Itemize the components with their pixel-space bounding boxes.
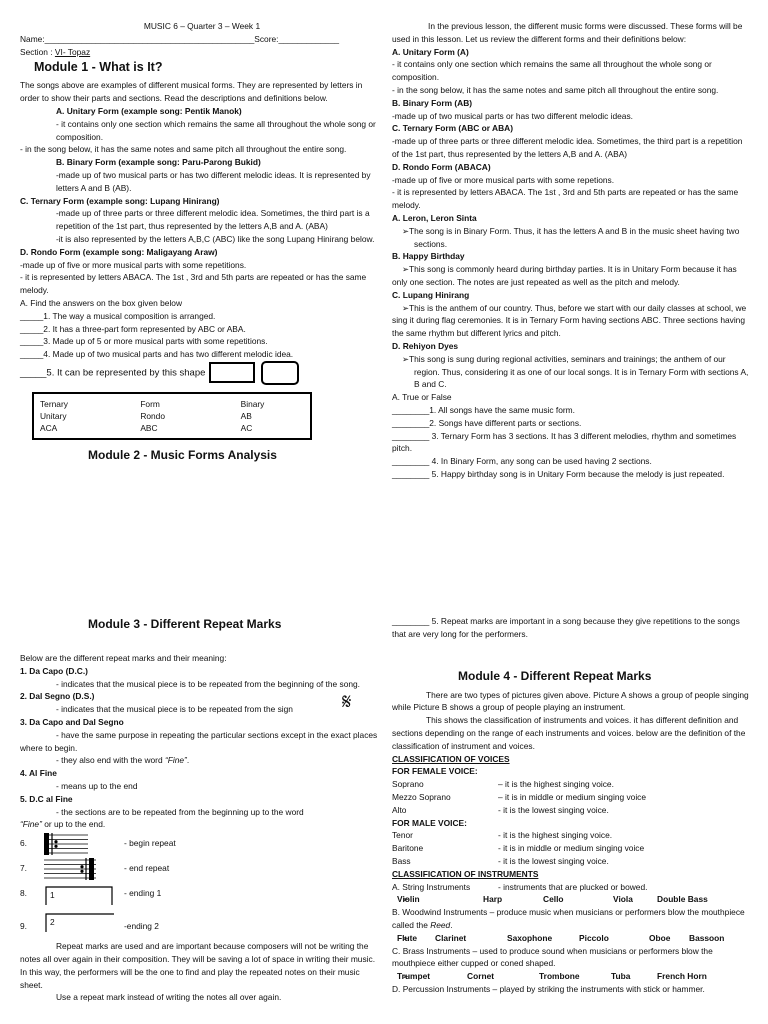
rondo-heading: D. Rondo Form (ABACA) (392, 161, 491, 172)
da-capo-def: - indicates that the musical piece is to be repeated from the beginning of the song. (56, 678, 361, 689)
answer-table (40, 398, 304, 434)
woodwind-list: ➢ Flute Clarinet Saxophone Piccolo Oboe Bassoon (392, 932, 750, 945)
percussion-instruments: D. Percussion Instruments – played by striking the instruments with stick or hammer. (392, 983, 705, 994)
answer-choice: AB (240, 410, 252, 421)
ternary-def-2: -it is also represented by the letters A,B,C (ABC) like the song Lupang Hinirang below. (56, 233, 375, 244)
tf-item-2: ________2. Songs have different parts or sections. (392, 417, 582, 428)
question-1: _____1. The way a musical composition is arranged. (20, 310, 216, 321)
module2-heading: Module 2 - Music Forms Analysis (88, 447, 277, 462)
rondo-def-1: -made up of five or more musical parts with some repetitions. (20, 259, 247, 270)
voice-soprano: Soprano – it is the highest singing voice. (392, 779, 614, 790)
answer-choice: ACA (40, 422, 58, 433)
tf-item-5: ________ 5. Happy birthday song is in Unitary Form because the melody is just repeated. (392, 468, 725, 479)
rondo-def-1: -made up of five or more musical parts with some repetions. (392, 174, 615, 185)
module2-intro: In the previous lesson, the different music forms were discussed. These forms will be used in this lesson. Let us review the different forms and their definitions below: (392, 21, 743, 44)
voice-tenor: Tenor - it is the highest singing voice. (392, 830, 613, 841)
worksheet-title: MUSIC 6 – Quarter 3 – Week 1 (143, 21, 261, 31)
module3-column (20, 615, 384, 1004)
instruments-heading: CLASSIFICATION OF INSTRUMENTS (392, 868, 539, 879)
rounded-rectangle-shape (261, 361, 299, 385)
end-repeat-row: 7. - end repeat (20, 856, 384, 881)
ternary-heading: C. Ternary Form (ABC or ABA) (392, 123, 513, 134)
male-voice-heading: FOR MALE VOICE: (392, 817, 467, 828)
song-rehiyon-heading: D. Rehiyon Dyes (392, 340, 459, 351)
ending-2-label: -ending 2 (124, 920, 159, 931)
answer-choice: Unitary (40, 410, 67, 421)
segno-icon: 𝄋 (342, 690, 352, 716)
binary-heading: B. Binary Form (example song: Paru-Parong Bukid) (56, 157, 261, 168)
dal-segno-def: - indicates that the musical piece is to be repeated from the sign 𝄋 (56, 690, 352, 716)
answer-choice: ABC (140, 422, 158, 433)
answer-choice: AC (240, 422, 253, 433)
female-voice-heading: FOR FEMALE VOICE: (392, 766, 478, 777)
tf-item-4: ________ 4. In Binary Form, any song can be used having 2 sections. (392, 456, 652, 467)
module1-intro: The songs above are examples of different musical forms. They are represented by letters in order to show their parts and sections. Read the descriptions and definitions below. (20, 80, 363, 104)
binary-def: -made up of two musical parts or has two different melodic ideas. (392, 110, 633, 121)
voice-alto: Alto - it is the lowest singing voice. (392, 804, 609, 815)
brass-instruments: C. Brass Instruments – used to produce sound when musicians or performers blow the mouthpiece either cupped or coned shaped. (392, 945, 713, 969)
dc-ds-heading: 3. Da Capo and Dal Segno (20, 716, 124, 727)
dc-ds-def: - have the same purpose in repeating the particular sections except in the exact places where to begin. (20, 729, 378, 753)
brass-list: ➢ Trumpet Cornet Trombone Tuba French Horn (392, 970, 750, 983)
song-leron-heading: A. Leron, Leron Sinta (392, 212, 477, 223)
answer-choice: Ternary (40, 398, 68, 409)
rondo-def-2: - it is represented by letters ABACA. The 1st , 3rd and 5th parts are repeated or has the same melody. (392, 187, 739, 211)
ternary-heading: C. Ternary Form (example song: Lupang Hinirang) (20, 195, 220, 206)
unitary-def-2: - in the song below, it has the same notes and same pitch all throughout the entire song. (20, 144, 347, 155)
song-lupang-text: ➢ This is the anthem of our country. Thus, before we start with our daily classes at school, we sing it during flag ceremonies. It is in Ternary Form having sections ABC. Three sections having the same rhythm but different lyrics and pitch. (392, 302, 750, 340)
module1-heading: Module 1 - What is It? (34, 60, 163, 75)
end-repeat-label: - end repeat (124, 863, 170, 874)
voice-bass: Bass - it is the lowest singing voice. (392, 855, 609, 866)
answer-choice: Binary (240, 398, 265, 409)
answer-box (32, 392, 312, 440)
rondo-def-2: - it is represented by letters ABACA. The 1st , 3rd and 5th parts are repeated or has the same melody. (20, 272, 367, 296)
true-false-heading: A. True or False (392, 392, 452, 403)
string-list: ➢ Violin Harp Cello Viola Double Bass (392, 893, 750, 906)
ternary-def: -made up of three parts or three different melodic idea. Sometimes, the third part is a repetition of the 1st part, thus represented by the letters A,B and A. (ABA) (392, 136, 743, 159)
answer-row (40, 398, 304, 410)
module4-intro-1: There are two types of pictures given above. Picture A shows a group of people singing while Picture B shows a group of people playing an instrument. (392, 689, 749, 713)
voice-mezzo: Mezzo Soprano – it is in middle or medium singing voice (392, 791, 647, 802)
dc-ds-fine: - they also end with the word “Fine”. (56, 755, 190, 766)
activity-instruction: A. Find the answers on the box given below (20, 297, 183, 308)
unitary-def-1: - it contains only one section which remains the same all throughout the whole song or composition. (56, 118, 376, 142)
tf-item-1: ________1. All songs have the same music form. (392, 404, 575, 415)
da-capo-heading: 1. Da Capo (D.C.) (20, 665, 88, 676)
answer-choice: Rondo (140, 410, 165, 421)
section-value: VI- Topaz (54, 46, 91, 57)
question-4: _____4. Made up of two musical parts and has two different melodic idea. (20, 349, 294, 360)
unitary-def-1: - it contains only one section which remains the same all throughout the whole song or composition. (392, 59, 712, 83)
song-lupang-heading: C. Lupang Hinirang (392, 289, 470, 300)
tf-item-3: ________ 3. Ternary Form has 3 sections. It has 3 different melodies, rhythm and sometimes pitch. (392, 430, 737, 454)
module1-column (20, 20, 384, 464)
al-fine-heading: 4. Al Fine (20, 768, 57, 779)
first-ending-icon: 1 (44, 883, 124, 905)
begin-repeat-row: 6. - begin repeat (20, 831, 384, 856)
woodwind-instruments: B. Woodwind Instruments – produce music when musicians or performers blow the mouthpiece called the Reed. (392, 907, 745, 930)
end-repeat-icon (44, 858, 124, 880)
song-birthday-heading: B. Happy Birthday (392, 251, 465, 262)
song-leron-text: ➢ The song is in Binary Form. Thus, it has the letters A and B in the music sheet having two sections. (392, 225, 750, 251)
answer-row (40, 410, 304, 422)
begin-repeat-label: - begin repeat (124, 838, 176, 849)
repeat-marks-closing-2: Use a repeat mark instead of writing the notes all over again. (56, 992, 282, 1003)
voice-baritone: Baritone - it is in middle or medium singing voice (392, 843, 645, 854)
second-ending-icon: 2 (44, 910, 124, 932)
rondo-heading: D. Rondo Form (example song: Maligayang Araw) (20, 246, 218, 257)
unitary-heading: A. Unitary Form (A) (392, 46, 469, 57)
dc-al-fine-def-2: “Fine” or up to the end. (20, 819, 106, 830)
unitary-def-2: - in the song below, it has the same notes and same pitch all throughout the entire song. (392, 84, 719, 95)
unitary-heading: A. Unitary Form (example song: Pentik Manok) (56, 105, 242, 116)
module2-column (392, 20, 750, 481)
question-5: _____5. It can be represented by this shape (20, 361, 384, 385)
string-instruments: A. String Instruments - instruments that are plucked or bowed. (392, 881, 648, 892)
song-rehiyon-text: ➢ This song is sung during regional activities, seminars and trainings; the anthem of our region. Thus, considering it as one of our local songs. It is in Ternary Form with sections A, B and C. (392, 353, 750, 391)
name-score-line: Name:_____________________________________________Score:_____________ (20, 33, 340, 44)
answer-row (40, 422, 304, 434)
ternary-def-1: -made up of three parts or three different melodic idea. Sometimes, the third part is a repetition of the 1st part, thus represented by the letters A,B and A. (ABA) (56, 208, 370, 232)
section-line: Section : VI- Topaz (20, 46, 91, 57)
repeat-marks-closing: Repeat marks are used and are important because composers will not be writing the notes all over again in their composition. They will be saving a lot of space in writing their music. In this way, the performers will be the one to find and play the repeated notes on their music sheet. (20, 941, 376, 990)
ending-1-label: - ending 1 (124, 888, 162, 899)
dal-segno-heading: 2. Dal Segno (D.S.) (20, 691, 95, 702)
tf-item-5-repeat: ________ 5. Repeat marks are important in a song because they give repetitions to the songs that are very long for the performers. (392, 616, 740, 639)
module4-heading: Module 4 - Different Repeat Marks (458, 668, 652, 683)
question-2: _____2. It has a three-part form represented by ABC or ABA. (20, 323, 246, 334)
module3-heading: Module 3 - Different Repeat Marks (88, 617, 282, 631)
al-fine-def: - means up to the end (56, 780, 138, 791)
answer-choice: Form (140, 398, 160, 409)
voices-heading: CLASSIFICATION OF VOICES (392, 753, 510, 764)
song-birthday-text: ➢ This song is commonly heard during birthday parties. It is in Unitary Form because it has only one section. The notes are just repeated as well as the pitch and melody. (392, 263, 750, 289)
question-3: _____3. Made up of 5 or more musical parts with some repetitions. (20, 336, 268, 347)
ending-1-row: 8. 1 - ending 1 (20, 881, 384, 906)
ending-2-row: 9. 2 -ending 2 (20, 906, 384, 936)
dc-al-fine-def: - the sections are to be repeated from the beginning up to the word (56, 806, 304, 817)
binary-heading: B. Binary Form (AB) (392, 97, 473, 108)
begin-repeat-icon (44, 833, 124, 855)
module4-column (392, 615, 750, 996)
module4-intro-2: This shows the classification of instruments and voices. it has different definition and sections depending on the range of each instruments and voices. below are the definition of the classification of instrument and voices. (392, 715, 746, 751)
module3-intro: Below are the different repeat marks and their meaning: (20, 653, 227, 663)
binary-def: -made up of two musical parts or has two different melodic ideas. It is represented by letters A and B (AB). (56, 169, 371, 193)
rectangle-shape (209, 362, 255, 383)
dc-al-fine-heading: 5. D.C al Fine (20, 793, 73, 804)
